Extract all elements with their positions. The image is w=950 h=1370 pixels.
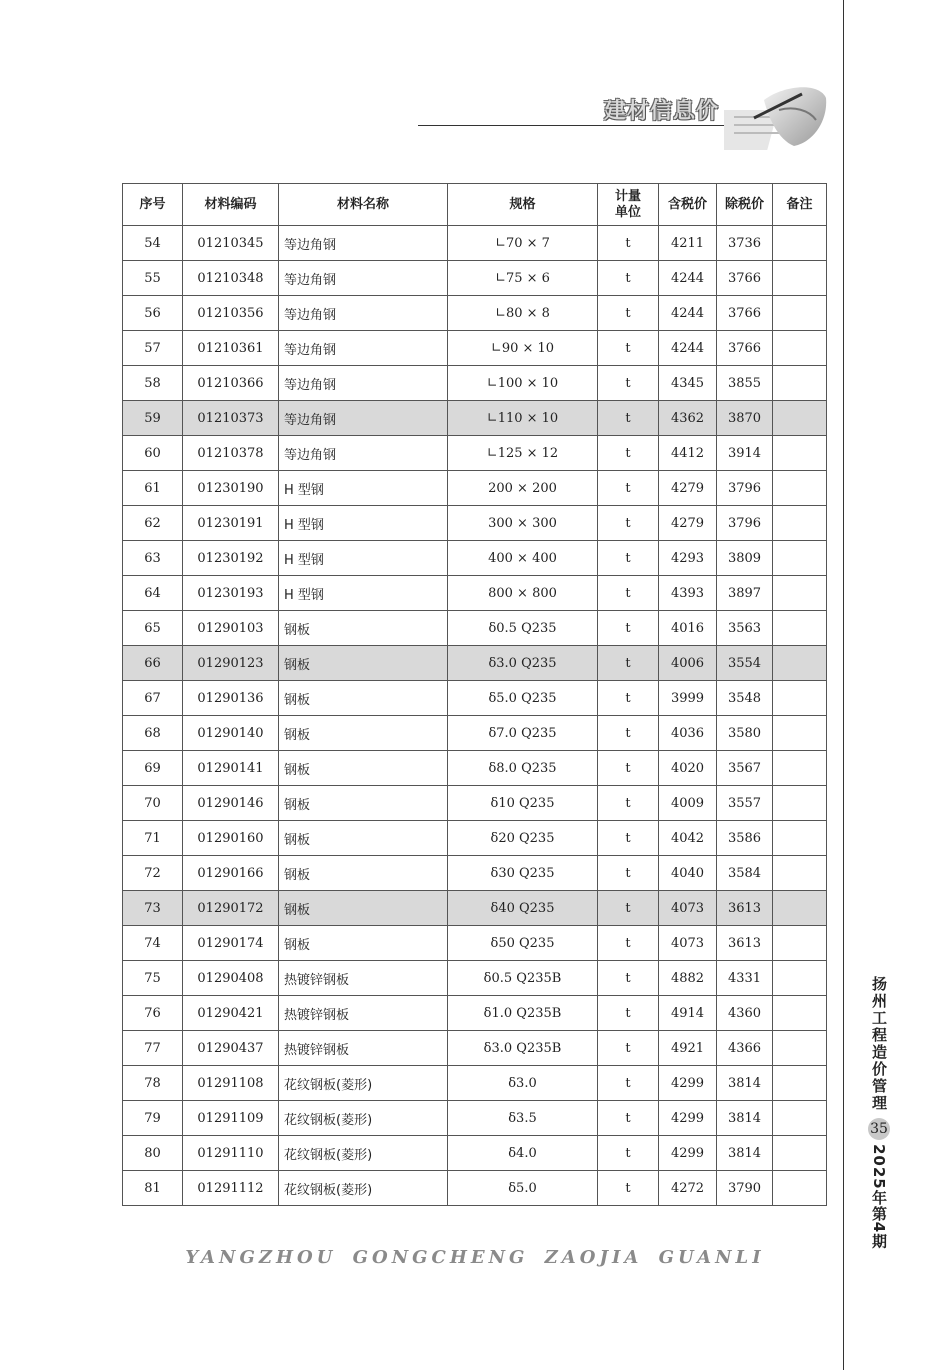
- row-number: 63: [123, 541, 183, 576]
- material-code: 01290174: [183, 926, 279, 961]
- remark: [773, 401, 827, 436]
- table-row: [123, 261, 827, 296]
- row-number: 70: [123, 786, 183, 821]
- table-row: [123, 926, 827, 961]
- tax-exclusive-price: 3914: [717, 436, 773, 471]
- unit: t: [598, 751, 659, 786]
- material-name: 等边角钢: [279, 296, 448, 331]
- tax-inclusive-price: 4412: [659, 436, 717, 471]
- unit: t: [598, 226, 659, 261]
- specification: 200 × 200: [448, 471, 598, 506]
- specification: δ3.0 Q235B: [448, 1031, 598, 1066]
- tax-exclusive-price: 3766: [717, 331, 773, 366]
- column-header: 除税价: [717, 184, 773, 226]
- tax-exclusive-price: 3548: [717, 681, 773, 716]
- material-code: 01291110: [183, 1136, 279, 1171]
- material-code: 01290140: [183, 716, 279, 751]
- material-name: 钢板: [279, 926, 448, 961]
- table-row: [123, 401, 827, 436]
- tax-exclusive-price: 3814: [717, 1066, 773, 1101]
- table-row: [123, 961, 827, 996]
- material-name: H 型钢: [279, 576, 448, 611]
- remark: [773, 366, 827, 401]
- tax-inclusive-price: 4073: [659, 926, 717, 961]
- page-number: 35: [868, 1118, 890, 1140]
- remark: [773, 261, 827, 296]
- tax-exclusive-price: 3580: [717, 716, 773, 751]
- material-code: 01290141: [183, 751, 279, 786]
- material-code: 01210366: [183, 366, 279, 401]
- tax-exclusive-price: 4331: [717, 961, 773, 996]
- row-number: 71: [123, 821, 183, 856]
- remark: [773, 821, 827, 856]
- material-code: 01290136: [183, 681, 279, 716]
- unit: t: [598, 1031, 659, 1066]
- remark: [773, 926, 827, 961]
- unit: t: [598, 891, 659, 926]
- material-name: 钢板: [279, 751, 448, 786]
- column-header: 规格: [448, 184, 598, 226]
- material-code: 01210356: [183, 296, 279, 331]
- remark: [773, 436, 827, 471]
- unit: t: [598, 331, 659, 366]
- remark: [773, 646, 827, 681]
- material-name: 钢板: [279, 821, 448, 856]
- specification: ∟80 × 8: [448, 296, 598, 331]
- row-number: 55: [123, 261, 183, 296]
- unit: t: [598, 401, 659, 436]
- tax-inclusive-price: 4272: [659, 1171, 717, 1206]
- unit: t: [598, 681, 659, 716]
- remark: [773, 856, 827, 891]
- material-name: 等边角钢: [279, 436, 448, 471]
- tax-inclusive-price: 4244: [659, 296, 717, 331]
- table-row: [123, 996, 827, 1031]
- table-row: [123, 891, 827, 926]
- tax-inclusive-price: 4244: [659, 331, 717, 366]
- header-rule: [418, 125, 724, 126]
- table-row: [123, 646, 827, 681]
- remark: [773, 751, 827, 786]
- tax-inclusive-price: 4042: [659, 821, 717, 856]
- tax-exclusive-price: 3554: [717, 646, 773, 681]
- table-row: [123, 506, 827, 541]
- unit: t: [598, 1171, 659, 1206]
- tax-inclusive-price: 4921: [659, 1031, 717, 1066]
- material-code: 01290172: [183, 891, 279, 926]
- tax-exclusive-price: 3563: [717, 611, 773, 646]
- material-code: 01290437: [183, 1031, 279, 1066]
- remark: [773, 681, 827, 716]
- table-row: [123, 681, 827, 716]
- table-row: [123, 366, 827, 401]
- specification: ∟110 × 10: [448, 401, 598, 436]
- tax-exclusive-price: 3584: [717, 856, 773, 891]
- row-number: 79: [123, 1101, 183, 1136]
- material-name: 花纹钢板(菱形): [279, 1171, 448, 1206]
- remark: [773, 226, 827, 261]
- table-row: [123, 331, 827, 366]
- material-code: 01290123: [183, 646, 279, 681]
- material-name: 花纹钢板(菱形): [279, 1066, 448, 1101]
- tax-inclusive-price: 4073: [659, 891, 717, 926]
- table-row: [123, 1101, 827, 1136]
- table-row: [123, 296, 827, 331]
- row-number: 61: [123, 471, 183, 506]
- tax-exclusive-price: 3766: [717, 296, 773, 331]
- tax-inclusive-price: 4006: [659, 646, 717, 681]
- table-row: [123, 471, 827, 506]
- unit: t: [598, 471, 659, 506]
- material-name: H 型钢: [279, 506, 448, 541]
- unit: t: [598, 261, 659, 296]
- table-row: [123, 856, 827, 891]
- material-code: 01290421: [183, 996, 279, 1031]
- tax-inclusive-price: 4009: [659, 786, 717, 821]
- row-number: 56: [123, 296, 183, 331]
- column-header: 材料名称: [279, 184, 448, 226]
- material-code: 01230192: [183, 541, 279, 576]
- material-code: 01210373: [183, 401, 279, 436]
- material-name: H 型钢: [279, 471, 448, 506]
- tax-exclusive-price: 3736: [717, 226, 773, 261]
- tax-exclusive-price: 4366: [717, 1031, 773, 1066]
- specification: δ4.0: [448, 1136, 598, 1171]
- table-header-row: [123, 184, 827, 226]
- tax-inclusive-price: 4362: [659, 401, 717, 436]
- tax-exclusive-price: 3586: [717, 821, 773, 856]
- remark: [773, 891, 827, 926]
- specification: δ30 Q235: [448, 856, 598, 891]
- unit: t: [598, 856, 659, 891]
- footer-wordmark: YANGZHOU GONGCHENG ZAOJIA GUANLI: [185, 1247, 765, 1268]
- material-code: 01230190: [183, 471, 279, 506]
- table-row: [123, 1136, 827, 1171]
- specification: ∟90 × 10: [448, 331, 598, 366]
- unit: t: [598, 296, 659, 331]
- material-code: 01290146: [183, 786, 279, 821]
- row-number: 76: [123, 996, 183, 1031]
- table-row: [123, 821, 827, 856]
- unit: t: [598, 506, 659, 541]
- material-name: 等边角钢: [279, 401, 448, 436]
- row-number: 54: [123, 226, 183, 261]
- unit: t: [598, 541, 659, 576]
- material-code: 01290160: [183, 821, 279, 856]
- specification: δ7.0 Q235: [448, 716, 598, 751]
- row-number: 68: [123, 716, 183, 751]
- table-row: [123, 541, 827, 576]
- row-number: 64: [123, 576, 183, 611]
- tax-exclusive-price: 3796: [717, 471, 773, 506]
- unit: t: [598, 961, 659, 996]
- tax-exclusive-price: 3790: [717, 1171, 773, 1206]
- material-name: 钢板: [279, 856, 448, 891]
- specification: ∟75 × 6: [448, 261, 598, 296]
- unit: t: [598, 926, 659, 961]
- column-header: 含税价: [659, 184, 717, 226]
- tax-inclusive-price: 4040: [659, 856, 717, 891]
- row-number: 57: [123, 331, 183, 366]
- tax-exclusive-price: 3814: [717, 1101, 773, 1136]
- unit: t: [598, 646, 659, 681]
- page-edge-rule: [843, 0, 844, 1370]
- specification: δ3.0 Q235: [448, 646, 598, 681]
- unit: t: [598, 1136, 659, 1171]
- specification: δ8.0 Q235: [448, 751, 598, 786]
- row-number: 67: [123, 681, 183, 716]
- specification: δ0.5 Q235: [448, 611, 598, 646]
- tax-exclusive-price: 3567: [717, 751, 773, 786]
- tax-inclusive-price: 4299: [659, 1101, 717, 1136]
- material-code: 01291108: [183, 1066, 279, 1101]
- unit: t: [598, 366, 659, 401]
- material-name: 等边角钢: [279, 261, 448, 296]
- tax-inclusive-price: 4016: [659, 611, 717, 646]
- material-code: 01210348: [183, 261, 279, 296]
- specification: ∟100 × 10: [448, 366, 598, 401]
- remark: [773, 611, 827, 646]
- tax-inclusive-price: 4244: [659, 261, 717, 296]
- material-code: 01230191: [183, 506, 279, 541]
- material-name: 花纹钢板(菱形): [279, 1136, 448, 1171]
- section-title: 建材信息价: [604, 99, 720, 124]
- remark: [773, 296, 827, 331]
- tax-inclusive-price: 4914: [659, 996, 717, 1031]
- row-number: 66: [123, 646, 183, 681]
- tax-inclusive-price: 4293: [659, 541, 717, 576]
- tax-exclusive-price: 3897: [717, 576, 773, 611]
- material-name: 钢板: [279, 786, 448, 821]
- specification: δ10 Q235: [448, 786, 598, 821]
- row-number: 77: [123, 1031, 183, 1066]
- row-number: 69: [123, 751, 183, 786]
- tax-exclusive-price: 4360: [717, 996, 773, 1031]
- remark: [773, 716, 827, 751]
- material-code: 01290166: [183, 856, 279, 891]
- specification: 300 × 300: [448, 506, 598, 541]
- tax-inclusive-price: 4279: [659, 506, 717, 541]
- specification: δ40 Q235: [448, 891, 598, 926]
- table-row: [123, 1031, 827, 1066]
- issue-label: 2025年第4期: [870, 1144, 888, 1250]
- table-row: [123, 611, 827, 646]
- remark: [773, 1136, 827, 1171]
- material-name: 花纹钢板(菱形): [279, 1101, 448, 1136]
- table-row: [123, 751, 827, 786]
- tax-exclusive-price: 3814: [717, 1136, 773, 1171]
- material-code: 01291112: [183, 1171, 279, 1206]
- tax-inclusive-price: 3999: [659, 681, 717, 716]
- material-name: 热镀锌钢板: [279, 1031, 448, 1066]
- column-header: 计量 单位: [598, 184, 659, 226]
- table-row: [123, 1066, 827, 1101]
- unit: t: [598, 996, 659, 1031]
- unit: t: [598, 716, 659, 751]
- unit: t: [598, 786, 659, 821]
- remark: [773, 541, 827, 576]
- tax-inclusive-price: 4211: [659, 226, 717, 261]
- remark: [773, 996, 827, 1031]
- material-name: 等边角钢: [279, 331, 448, 366]
- unit: t: [598, 436, 659, 471]
- unit: t: [598, 1101, 659, 1136]
- remark: [773, 471, 827, 506]
- material-code: 01290103: [183, 611, 279, 646]
- remark: [773, 576, 827, 611]
- material-code: 01210378: [183, 436, 279, 471]
- row-number: 75: [123, 961, 183, 996]
- column-header: 备注: [773, 184, 827, 226]
- material-name: 钢板: [279, 891, 448, 926]
- material-code: 01291109: [183, 1101, 279, 1136]
- unit: t: [598, 821, 659, 856]
- specification: δ50 Q235: [448, 926, 598, 961]
- row-number: 58: [123, 366, 183, 401]
- magazine-name: 扬州工程造价管理: [870, 976, 888, 1112]
- table-row: [123, 786, 827, 821]
- row-number: 80: [123, 1136, 183, 1171]
- tax-exclusive-price: 3766: [717, 261, 773, 296]
- material-name: 热镀锌钢板: [279, 961, 448, 996]
- table-row: [123, 716, 827, 751]
- remark: [773, 786, 827, 821]
- table-row: [123, 576, 827, 611]
- material-name: 钢板: [279, 681, 448, 716]
- row-number: 78: [123, 1066, 183, 1101]
- hand-pen-illustration: [724, 80, 828, 154]
- remark: [773, 1101, 827, 1136]
- specification: δ3.5: [448, 1101, 598, 1136]
- specification: ∟70 × 7: [448, 226, 598, 261]
- remark: [773, 1171, 827, 1206]
- remark: [773, 506, 827, 541]
- remark: [773, 1066, 827, 1101]
- unit: t: [598, 611, 659, 646]
- tax-exclusive-price: 3809: [717, 541, 773, 576]
- row-number: 60: [123, 436, 183, 471]
- row-number: 72: [123, 856, 183, 891]
- material-code: 01210345: [183, 226, 279, 261]
- tax-exclusive-price: 3613: [717, 891, 773, 926]
- tax-inclusive-price: 4279: [659, 471, 717, 506]
- material-name: 钢板: [279, 611, 448, 646]
- row-number: 81: [123, 1171, 183, 1206]
- column-header: 序号: [123, 184, 183, 226]
- table-row: [123, 226, 827, 261]
- unit: t: [598, 576, 659, 611]
- price-table: [122, 183, 827, 1206]
- specification: 400 × 400: [448, 541, 598, 576]
- tax-exclusive-price: 3870: [717, 401, 773, 436]
- material-name: 钢板: [279, 646, 448, 681]
- specification: ∟125 × 12: [448, 436, 598, 471]
- remark: [773, 331, 827, 366]
- row-number: 62: [123, 506, 183, 541]
- tax-inclusive-price: 4882: [659, 961, 717, 996]
- table-row: [123, 436, 827, 471]
- material-code: 01210361: [183, 331, 279, 366]
- remark: [773, 961, 827, 996]
- tax-inclusive-price: 4020: [659, 751, 717, 786]
- row-number: 65: [123, 611, 183, 646]
- material-code: 01230193: [183, 576, 279, 611]
- tax-inclusive-price: 4036: [659, 716, 717, 751]
- tax-exclusive-price: 3855: [717, 366, 773, 401]
- row-number: 73: [123, 891, 183, 926]
- side-masthead: [866, 976, 892, 1249]
- row-number: 59: [123, 401, 183, 436]
- specification: δ1.0 Q235B: [448, 996, 598, 1031]
- tax-exclusive-price: 3796: [717, 506, 773, 541]
- specification: 800 × 800: [448, 576, 598, 611]
- tax-inclusive-price: 4299: [659, 1066, 717, 1101]
- material-name: 热镀锌钢板: [279, 996, 448, 1031]
- tax-exclusive-price: 3613: [717, 926, 773, 961]
- material-name: 等边角钢: [279, 366, 448, 401]
- specification: δ0.5 Q235B: [448, 961, 598, 996]
- remark: [773, 1031, 827, 1066]
- tax-exclusive-price: 3557: [717, 786, 773, 821]
- material-code: 01290408: [183, 961, 279, 996]
- tax-inclusive-price: 4393: [659, 576, 717, 611]
- row-number: 74: [123, 926, 183, 961]
- tax-inclusive-price: 4299: [659, 1136, 717, 1171]
- material-name: 钢板: [279, 716, 448, 751]
- tax-inclusive-price: 4345: [659, 366, 717, 401]
- material-name: 等边角钢: [279, 226, 448, 261]
- unit: t: [598, 1066, 659, 1101]
- specification: δ5.0 Q235: [448, 681, 598, 716]
- specification: δ5.0: [448, 1171, 598, 1206]
- specification: δ3.0: [448, 1066, 598, 1101]
- material-name: H 型钢: [279, 541, 448, 576]
- table-row: [123, 1171, 827, 1206]
- specification: δ20 Q235: [448, 821, 598, 856]
- column-header: 材料编码: [183, 184, 279, 226]
